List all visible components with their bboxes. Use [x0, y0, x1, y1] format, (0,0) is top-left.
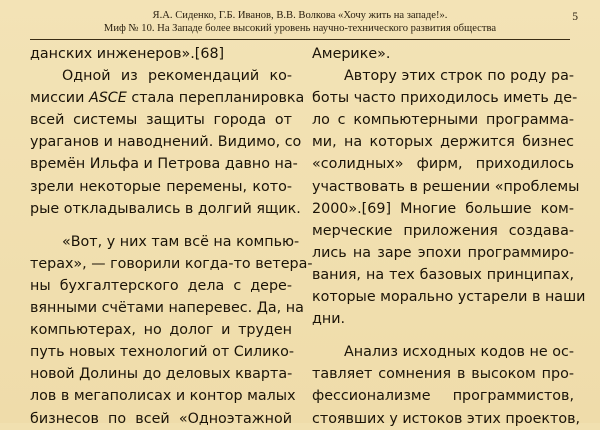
- running-header: [40, 10, 560, 35]
- text-line: зрели некоторые перемены, кото-: [30, 178, 292, 195]
- text-line: Анализ исходных кодов не ос-: [344, 344, 574, 361]
- text-line: компьютерах, но долог и труден: [30, 322, 292, 339]
- paragraph: [30, 43, 292, 65]
- paragraph: [312, 65, 586, 330]
- text-line: Америке».: [312, 46, 391, 62]
- text-line: ми, на которых держится бизнес: [312, 134, 574, 151]
- text-line: лись на заре эпохи программиро-: [312, 244, 574, 261]
- text-line: Одной из рекомендаций ко-: [62, 68, 292, 85]
- header-authors-title: Я.А. Сиденко, Г.Б. Иванов, В.В. Волкова «Хочу жить на западе!».: [152, 10, 448, 21]
- page-number: 5: [572, 11, 578, 23]
- header-chapter-title: Миф № 10. На Западе более высокий уровень научно-технического развития общества: [103, 22, 497, 34]
- text-line: терах», — говорили когда-то ветера-: [30, 255, 313, 272]
- text-line: которые морально устарели в наши: [312, 289, 586, 306]
- paragraph: [312, 341, 581, 429]
- text-line: бизнесов по всей «Одноэтажной: [30, 410, 292, 427]
- text-line: мерческие приложения создава-: [312, 222, 574, 239]
- text-line: «Вот, у них там всё на компью-: [62, 233, 300, 250]
- text-line: новой Долины до деловых кварта-: [30, 366, 293, 383]
- right-column: [312, 43, 586, 430]
- text-line: участвовать в решении «проблемы: [312, 178, 580, 195]
- text-line: миссии ASCE стала перепланировка: [30, 90, 305, 107]
- left-column: [30, 43, 313, 430]
- text-line: времён Ильфа и Петрова давно на-: [30, 156, 298, 173]
- text-line: стоявших у истоков этих проектов,: [312, 410, 581, 427]
- paragraph: [30, 65, 305, 220]
- text-line: фессионализме программистов,: [312, 388, 574, 405]
- paragraph: [30, 231, 313, 430]
- text-line: Автору этих строк по роду ра-: [344, 68, 574, 85]
- text-line: лов в мегаполисах и контор малых: [30, 388, 296, 405]
- text-line: ло с компьютерными программа-: [312, 112, 574, 129]
- text-line: путь новых технологий от Силико-: [30, 344, 294, 361]
- text-line: ны бухгалтерского дела с дере-: [30, 277, 292, 294]
- text-line: ураганов и наводнений. Видимо, со: [30, 134, 302, 151]
- text-line: дни.: [312, 311, 346, 328]
- text-line: рые откладывались в долгий ящик.: [30, 200, 301, 217]
- text-line: данских инженеров».[68]: [30, 46, 225, 62]
- text-line: тавляет сомнения в высоком про-: [312, 366, 574, 383]
- text-line: боты часто приходилось иметь де-: [312, 90, 578, 107]
- text-line: «солидных» фирм, приходилось: [312, 156, 574, 173]
- header-divider: [30, 39, 570, 40]
- paragraph: [312, 43, 574, 65]
- text-line: вания, на тех базовых принципах,: [312, 266, 574, 283]
- text-line: вянными счётами наперевес. Да, на: [30, 300, 304, 317]
- text-line: 2000».[69] Многие большие ком-: [312, 200, 574, 217]
- text-line: всей системы защиты города от: [30, 112, 292, 129]
